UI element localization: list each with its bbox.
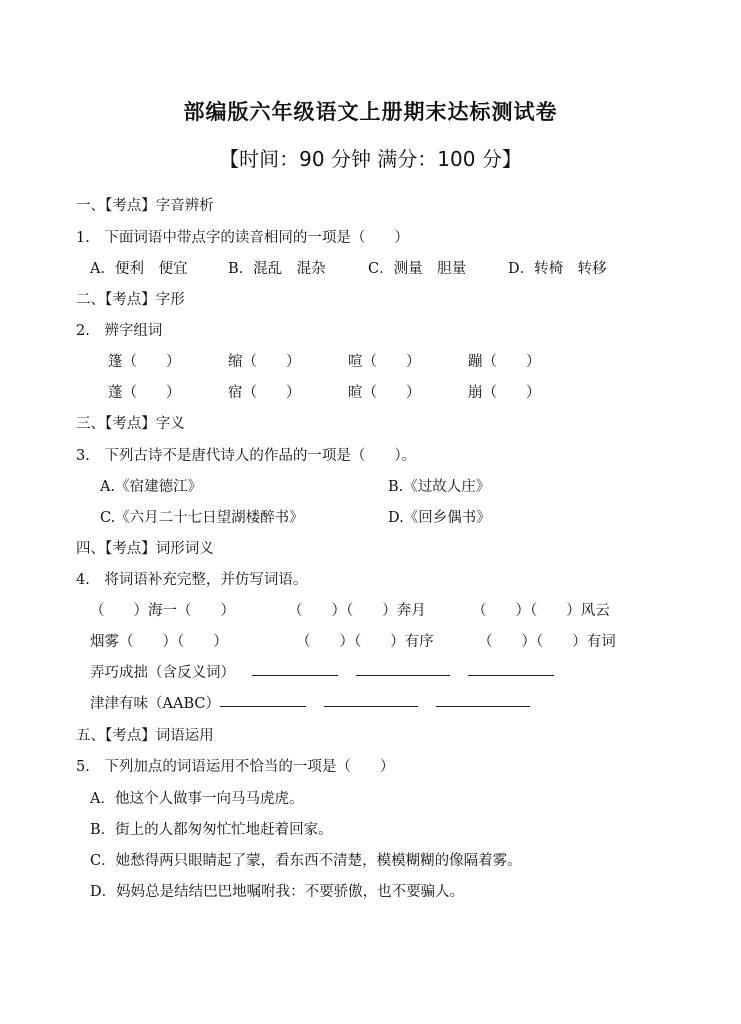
section-heading-1: 一、【考点】字音辨析	[76, 198, 214, 214]
q3-option-a: A.《宿建德江》	[100, 479, 203, 495]
q5-option-c: C．她愁得两只眼睛起了蒙，看东西不清楚，模模糊糊的像隔着雾。	[90, 853, 522, 869]
q2-row2-item-1: 蓬（ ）	[108, 385, 181, 401]
q3-option-c: C.《六月二十七日望湖楼醉书》	[100, 510, 304, 526]
q2-row1-item-1: 篷（ ）	[108, 354, 181, 370]
question-3: 3. 下列古诗不是唐代诗人的作品的一项是（ ）。	[76, 448, 417, 464]
q5-option-d: D．妈妈总是结结巴巴地嘱咐我：不要骄傲，也不要骗人。	[90, 884, 465, 900]
q4-row2-item-3: （ ）（ ）有词	[478, 634, 616, 650]
q4-aabc-blank-1[interactable]	[220, 692, 306, 707]
q3-option-b: B.《过故人庄》	[388, 479, 491, 495]
q4-antonym-blank-2[interactable]	[356, 661, 450, 676]
q2-row2-item-2: 宿（ ）	[228, 385, 301, 401]
section-heading-2: 二、【考点】字形	[76, 292, 185, 308]
section-heading-4: 四、【考点】词形词义	[76, 541, 214, 557]
section-heading-5: 五、【考点】词语运用	[76, 728, 214, 744]
q5-option-b: B．街上的人都匆匆忙忙地赶着回家。	[90, 822, 333, 838]
q4-row1-item-3: （ ）（ ）风云	[472, 603, 610, 619]
question-1: 1. 下面词语中带点字的读音相同的一项是（ ）	[76, 230, 409, 246]
q4-antonym-label: 弄巧成拙（含反义词）	[90, 665, 235, 681]
q4-row1-item-2: （ ）（ ）奔月	[288, 603, 426, 619]
q2-row1-item-4: 蹦（ ）	[468, 354, 541, 370]
q1-option-d: D．转椅 转移	[508, 261, 607, 277]
q2-row1-item-3: 喧（ ）	[348, 354, 421, 370]
q4-antonym-blank-3[interactable]	[468, 661, 554, 676]
q4-antonym-blank-1[interactable]	[252, 661, 338, 676]
question-4: 4. 将词语补充完整，并仿写词语。	[76, 572, 308, 588]
q3-option-d: D.《回乡偶书》	[388, 510, 491, 526]
page-title: 部编版六年级语文上册期末达标测试卷	[183, 100, 558, 124]
q5-option-a: A．他这个人做事一向马马虎虎。	[90, 791, 304, 807]
q2-row1-item-2: 缩（ ）	[228, 354, 301, 370]
q4-aabc-blank-3[interactable]	[436, 692, 530, 707]
q4-row2-item-2: （ ）（ ）有序	[296, 634, 434, 650]
q4-row2-item-1: 烟雾（ ）（ ）	[90, 634, 228, 650]
q1-option-c: C．测量 胆量	[368, 261, 467, 277]
question-2: 2. 辨字组词	[76, 323, 163, 339]
q4-row1-item-1: （ ）海一（ ）	[90, 603, 235, 619]
q4-aabc-label: 津津有味（AABC）	[90, 696, 220, 712]
q2-row2-item-4: 崩（ ）	[468, 385, 541, 401]
page-subtitle: 【时间：90 分钟 满分：100 分】	[219, 147, 522, 171]
section-heading-3: 三、【考点】字义	[76, 416, 185, 432]
q1-option-b: B．混乱 混杂	[228, 261, 326, 277]
q4-aabc-blank-2[interactable]	[324, 692, 418, 707]
q2-row2-item-3: 暄（ ）	[348, 385, 421, 401]
question-5: 5. 下列加点的词语运用不恰当的一项是（ ）	[76, 759, 395, 775]
q1-option-a: A．便利 便宜	[90, 261, 188, 277]
